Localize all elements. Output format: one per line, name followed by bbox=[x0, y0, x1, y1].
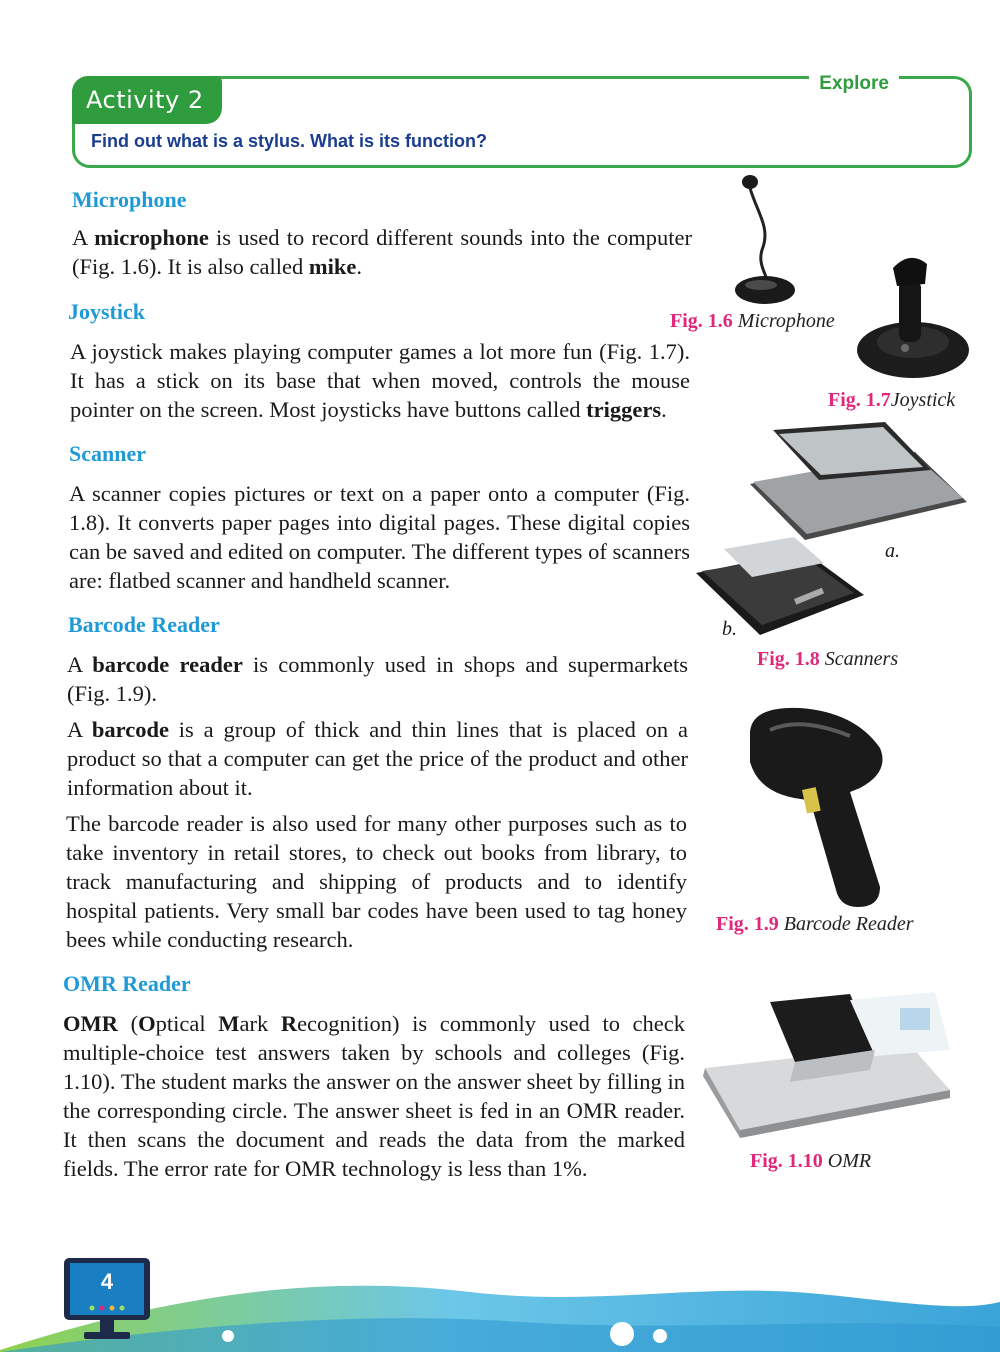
joystick-paragraph: A joystick makes playing computer games a lot more fun (Fig. 1.7). It has a stick on its base that when moved, controls the mouse pointer on the screen. Most joysticks have buttons called triggers. bbox=[70, 339, 690, 422]
joystick-heading: Joystick bbox=[68, 299, 145, 324]
activity-tab: Activity 2 bbox=[72, 76, 222, 124]
microphone-paragraph: A microphone is used to record different sounds into the computer (Fig. 1.6). It is also called mike. bbox=[72, 225, 692, 279]
activity-box bbox=[72, 73, 972, 168]
scanner-a-label: a. bbox=[885, 540, 900, 562]
fig-1-10-caption: Fig. 1.10 OMR bbox=[750, 1150, 872, 1172]
microphone-image bbox=[725, 172, 815, 308]
barcode-heading: Barcode Reader bbox=[68, 612, 220, 637]
omr-heading: OMR Reader bbox=[63, 971, 191, 996]
scanner-b-image bbox=[694, 533, 869, 638]
microphone-heading: Microphone bbox=[72, 187, 187, 212]
omr-reader-image bbox=[700, 990, 955, 1140]
fig-1-8-caption: Fig. 1.8 Scanners bbox=[757, 648, 899, 670]
explore-tag: Explore bbox=[809, 73, 899, 95]
activity-question: Find out what is a stylus. What is its function? bbox=[91, 131, 488, 151]
barcode-paragraph-1: A barcode reader is commonly used in shops and supermarkets (Fig. 1.9). bbox=[67, 652, 688, 706]
scanner-heading: Scanner bbox=[69, 441, 146, 466]
omr-paragraph: OMR (Optical Mark Recognition) is commonly used to check multiple-choice test answers taken by schools and colleges (Fig. 1.10). The student marks the answer on the answer sheet by filling in the corresponding circle. The answer sheet is fed in an OMR reader. It then scans the document and reads the data from the marked fields. The error rate for OMR technology is less than 1%. bbox=[63, 1011, 686, 1181]
joystick-image bbox=[855, 250, 970, 385]
page-number: 4 bbox=[100, 1269, 114, 1294]
fig-1-6-caption: Fig. 1.6 Microphone bbox=[670, 310, 835, 332]
scanner-paragraph: A scanner copies pictures or text on a paper onto a computer (Fig. 1.8). It converts paper pages into digital pages. These digital copies can be saved and edited on computer. The different types of scanners are: flatbed scanner and handheld scanner. bbox=[69, 481, 690, 593]
fig-1-7-caption: Fig. 1.7Joystick bbox=[828, 389, 956, 411]
fig-1-9-caption: Fig. 1.9 Barcode Reader bbox=[716, 913, 914, 935]
barcode-reader-image bbox=[740, 702, 890, 912]
scanner-b-label: b. bbox=[722, 618, 737, 640]
barcode-paragraph-3: The barcode reader is also used for many other purposes such as to take inventory in retail stores, to check out books from library, to track manufacturing and shipping of products and to identify hospital patients. Very small bar codes have been used to tag honey bees while conducting research. bbox=[66, 811, 687, 952]
barcode-paragraph-2: A barcode is a group of thick and thin lines that is placed on a product so that a computer can get the price of the product and other information about it. bbox=[67, 717, 688, 800]
scanner-a-image bbox=[745, 422, 970, 542]
